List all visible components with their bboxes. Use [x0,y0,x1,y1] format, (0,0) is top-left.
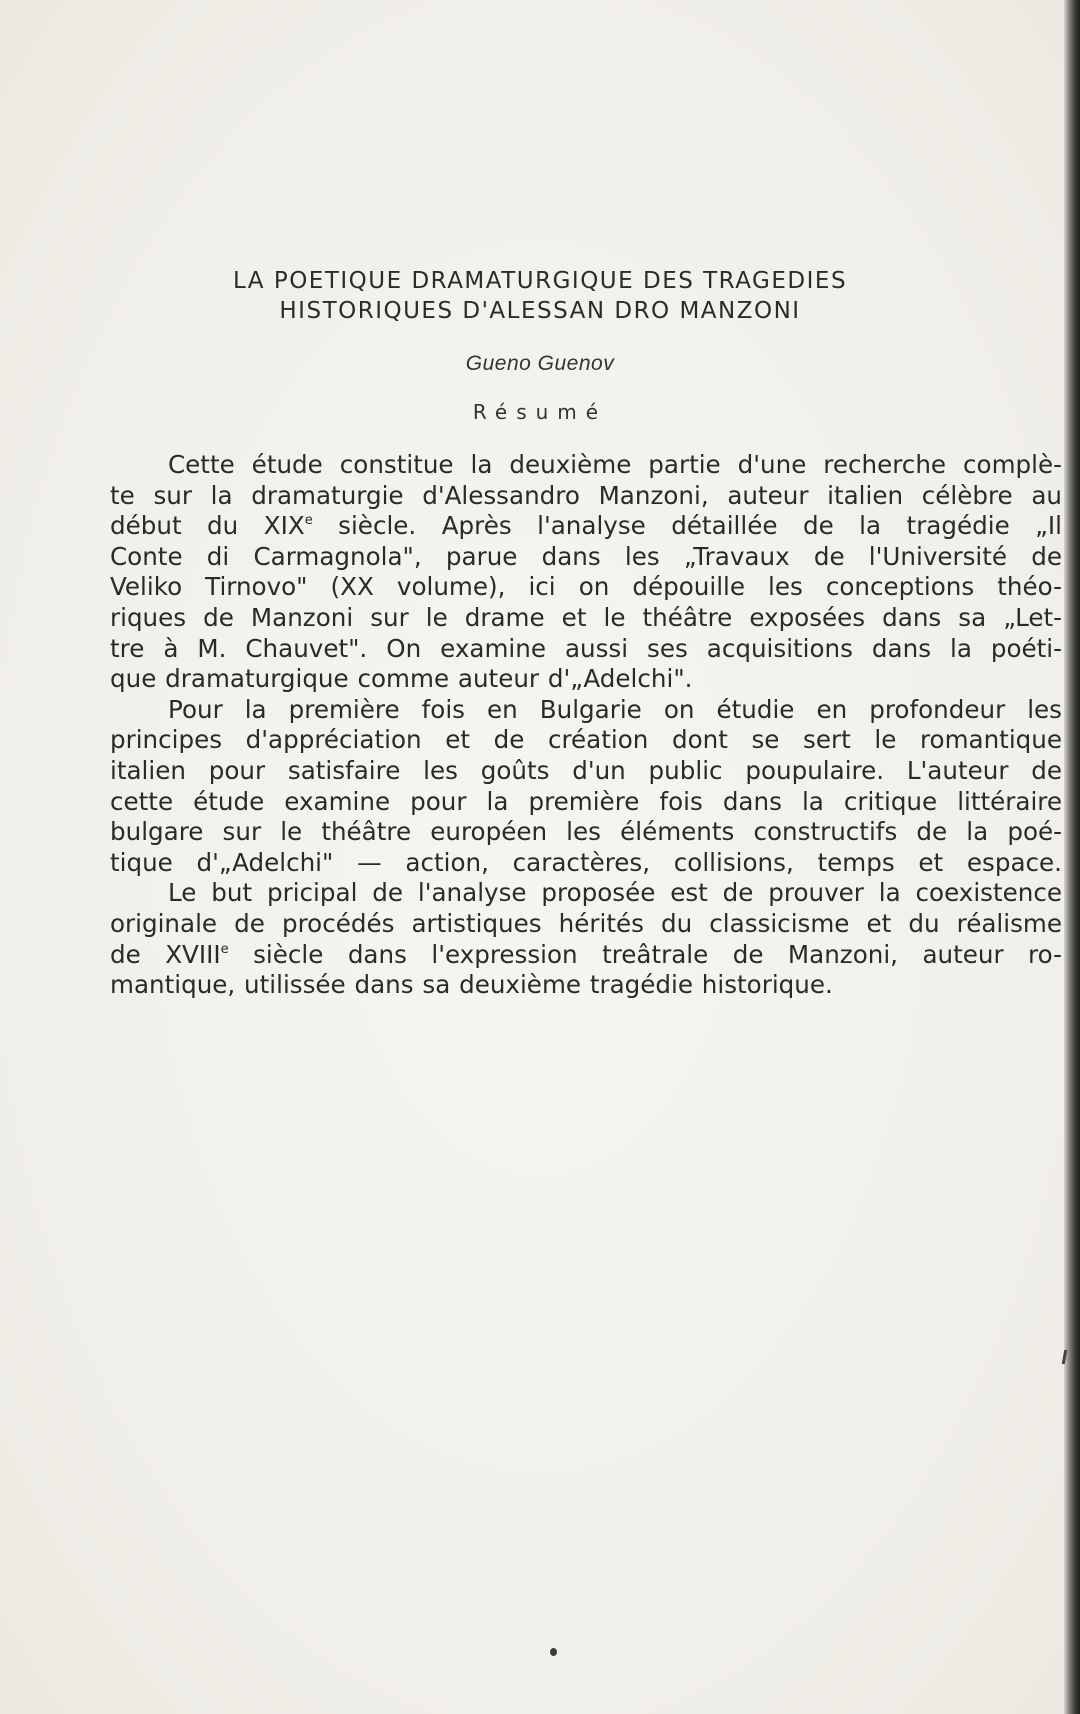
body-line: Conte di Carmagnola", parue dans les „Travaux de l'Université de [110,541,1062,571]
book-spine-edge [1064,0,1080,1714]
body-line: que dramaturgique comme auteur d'„Adelchi". [110,664,693,694]
article-title-line-1: LA POETIQUE DRAMATURGIQUE DES TRAGEDIES [232,268,848,294]
body-line-part: siècle dans l'expression treâtrale de Manzoni, auteur ro- [228,939,1062,969]
body-line: principes d'appréciation et de création dont se sert le romantique [110,725,1062,755]
article-title [150,266,930,326]
body-line: tique d'„Adelchi" — action, caractères, collisions, temps et espace. [110,847,1062,877]
body-line: tre à M. Chauvet". On examine aussi ses acquisitions dans la poéti- [110,633,1062,663]
body-line: Pour la première fois en Bulgarie on étudie en profondeur les [168,694,1062,724]
body-line: bulgare sur le théâtre européen les éléments constructifs de la poé- [110,817,1062,847]
body-line: Veliko Tirnovo" (XX volume), ici on dépouille les conceptions théo- [110,572,1062,602]
body-line: originale de procédés artistiques hérités du classicisme et du réalisme [110,908,1062,938]
body-line: riques de Manzoni sur le drame et le théâtre exposées dans sa „Let- [110,602,1062,632]
body-line-part: siècle. Après l'analyse détaillée de la tragédie „Il [312,511,1062,541]
body-line: cette étude examine pour la première fois dans la critique littéraire [110,786,1062,816]
article-title-line-2: HISTORIQUES D'ALESSAN DRO MANZONI [279,298,801,324]
body-line: Le but pricipal de l'analyse proposée est de prouver la coexistence [168,878,1062,908]
page-dot [550,1648,557,1656]
author-name: Gueno Guenov [465,352,615,375]
body-line: italien pour satisfaire les goûts d'un public poupulaire. L'auteur de [110,755,1062,785]
body-line-part: début du XIX [110,511,305,541]
abstract-body [110,450,1062,1001]
superscript: e [220,941,229,957]
body-line: mantique, utilissée dans sa deuxième tragédie historique. [110,970,833,1000]
body-line: Cette étude constitue la deuxième partie d'une recherche complè- [168,450,1062,479]
section-label: Résumé [472,400,608,424]
body-line [110,511,1062,542]
superscript: e [304,513,313,529]
body-line [110,940,1062,971]
body-line-part: de XVIII [110,939,221,969]
body-line: te sur la dramaturgie d'Alessandro Manzoni, auteur italien célèbre au [110,480,1062,510]
